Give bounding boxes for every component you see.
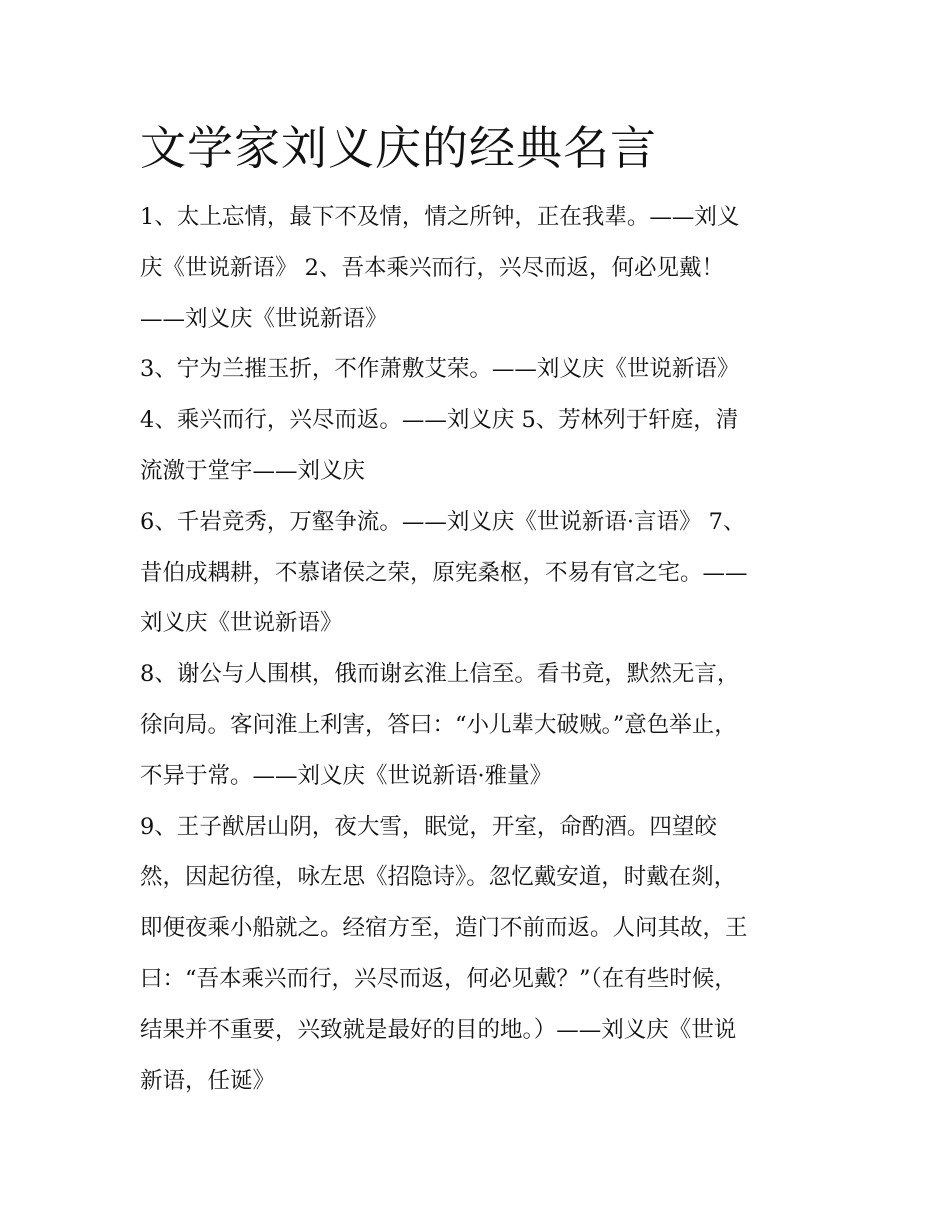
text-line-5: 4、乘兴而行，兴尽而返。——刘义庆 5、芳林列于轩庭，清 — [140, 407, 739, 434]
text-line-7: 6、千岩竞秀，万壑争流。——刘义庆《世说新语·言语》 7、 — [140, 508, 746, 535]
text-line-8: 昔伯成耦耕，不慕诸侯之荣，原宪桑枢，不易有官之宅。—— — [140, 559, 748, 586]
text-line-4: 3、宁为兰摧玉折，不作萧敷艾荣。——刘义庆《世说新语》 — [140, 356, 740, 383]
text-line-11: 徐向局。客问淮上利害，答曰：“小儿辈大破贼。”意色举止， — [140, 711, 737, 738]
page-title: 文学家刘义庆的经典名言 — [140, 121, 657, 175]
text-line-17: 结果并不重要，兴致就是最好的目的地。）——刘义庆《世说 — [140, 1016, 737, 1043]
text-line-15: 即便夜乘小船就之。经宿方至，造门不前而返。人问其故，王 — [140, 915, 748, 942]
text-line-1: 1、太上忘情，最下不及情，情之所钟，正在我辈。——刘义 — [140, 204, 740, 230]
text-line-3: ——刘义庆《世说新语》 — [140, 305, 388, 332]
text-line-14: 然，因起彷徨，咏左思《招隐诗》。忽忆戴安道，时戴在剡， — [140, 864, 737, 891]
document-page — [140, 108, 820, 1106]
text-line-13: 9、王子猷居山阴，夜大雪，眠觉，开室，命酌酒。四望皎 — [140, 813, 717, 840]
text-line-2: 庆《世说新语》 2、吾本乘兴而行，兴尽而返，何必见戴！ — [140, 254, 724, 281]
text-line-9: 刘义庆《世说新语》 — [140, 610, 343, 637]
quote-body — [140, 192, 820, 1106]
text-line-6: 流激于堂宇——刘义庆 — [140, 457, 366, 484]
text-line-16: 曰：“吾本乘兴而行，兴尽而返，何必见戴？”（在有些时候， — [140, 965, 737, 992]
text-line-12: 不异于常。——刘义庆《世说新语·雅量》 — [140, 762, 553, 789]
text-line-10: 8、谢公与人围棋，俄而谢玄淮上信至。看书竟，默然无言， — [140, 661, 740, 688]
text-line-18: 新语，任诞》 — [140, 1067, 276, 1094]
